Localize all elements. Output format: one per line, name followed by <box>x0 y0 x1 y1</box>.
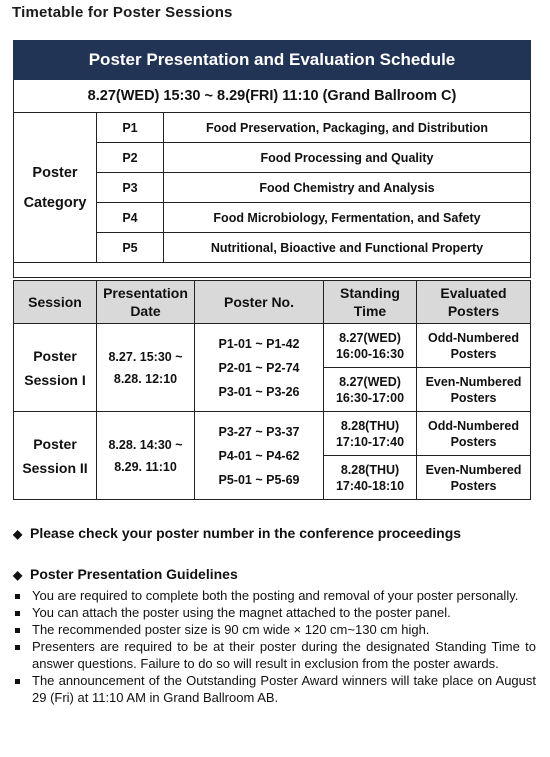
col-session: Session <box>14 281 97 324</box>
diamond-bullet-icon: ◆ <box>13 527 23 541</box>
category-code: P2 <box>97 143 164 173</box>
poster-range: P3-01 ~ P3-26 <box>218 384 300 399</box>
session-date: 8.28. 14:30 ~ 8.29. 11:10 <box>97 412 195 500</box>
evaluated-posters: Even-Numbered Posters <box>417 456 531 500</box>
session-row <box>14 324 531 368</box>
note-text: Please check your poster number in the conference proceedings <box>30 525 462 541</box>
square-bullet-icon <box>15 594 20 599</box>
col-poster-no: Poster No. <box>195 281 324 324</box>
category-code: P5 <box>97 233 164 263</box>
session-date: 8.27. 15:30 ~ 8.28. 12:10 <box>97 324 195 412</box>
guidelines-title: Poster Presentation Guidelines <box>30 566 238 582</box>
square-bullet-icon <box>15 611 20 616</box>
category-name: Food Preservation, Packaging, and Distribution <box>164 113 531 143</box>
poster-range: P3-27 ~ P3-37 <box>218 424 300 439</box>
square-bullet-icon <box>15 645 20 650</box>
sessions-table <box>13 280 531 500</box>
category-code: P4 <box>97 203 164 233</box>
guidelines-list <box>13 587 536 706</box>
category-name: Food Processing and Quality <box>164 143 531 173</box>
proceedings-note <box>13 525 461 541</box>
poster-range: P2-01 ~ P2-74 <box>218 360 300 375</box>
guidelines-heading <box>13 566 238 582</box>
col-standing-time: Standing Time <box>324 281 417 324</box>
table-spacer <box>14 263 531 278</box>
session-name: Poster Session II <box>14 412 97 500</box>
sessions-header-row <box>14 281 531 324</box>
list-item: The recommended poster size is 90 cm wide × 120 cm~130 cm high. <box>13 621 536 638</box>
poster-range: P1-01 ~ P1-42 <box>218 336 300 351</box>
category-label: Poster Category <box>14 113 97 263</box>
category-code: P3 <box>97 173 164 203</box>
list-item: You are required to complete both the posting and removal of your poster personally. <box>13 587 536 604</box>
poster-ranges <box>195 324 324 412</box>
poster-range: P5-01 ~ P5-69 <box>218 472 300 487</box>
col-evaluated-posters: Evaluated Posters <box>417 281 531 324</box>
schedule-header: Poster Presentation and Evaluation Schedule <box>14 41 531 80</box>
evaluated-posters: Odd-Numbered Posters <box>417 412 531 456</box>
category-name: Food Microbiology, Fermentation, and Safety <box>164 203 531 233</box>
list-item: The announcement of the Outstanding Poster Award winners will take place on August 29 (Fri) at 11:10 AM in Grand Ballroom AB. <box>13 672 536 706</box>
schedule-table <box>13 40 531 278</box>
poster-ranges <box>195 412 324 500</box>
category-code: P1 <box>97 113 164 143</box>
list-item: Presenters are required to be at their poster during the designated Standing Time to answer questions. Failure to do so will result in exclusion from the poster awards. <box>13 638 536 672</box>
category-name: Nutritional, Bioactive and Functional Property <box>164 233 531 263</box>
standing-time: 8.27(WED) 16:00-16:30 <box>324 324 417 368</box>
standing-time: 8.27(WED) 16:30-17:00 <box>324 368 417 412</box>
page-title: Timetable for Poster Sessions <box>12 4 233 21</box>
category-name: Food Chemistry and Analysis <box>164 173 531 203</box>
square-bullet-icon <box>15 628 20 633</box>
session-name: Poster Session I <box>14 324 97 412</box>
standing-time: 8.28(THU) 17:10-17:40 <box>324 412 417 456</box>
poster-range: P4-01 ~ P4-62 <box>218 448 300 463</box>
evaluated-posters: Odd-Numbered Posters <box>417 324 531 368</box>
evaluated-posters: Even-Numbered Posters <box>417 368 531 412</box>
square-bullet-icon <box>15 679 20 684</box>
col-presentation-date: Presentation Date <box>97 281 195 324</box>
category-row <box>14 113 531 143</box>
session-row <box>14 412 531 456</box>
list-item: You can attach the poster using the magnet attached to the poster panel. <box>13 604 536 621</box>
standing-time: 8.28(THU) 17:40-18:10 <box>324 456 417 500</box>
diamond-bullet-icon: ◆ <box>13 568 23 582</box>
schedule-dates: 8.27(WED) 15:30 ~ 8.29(FRI) 11:10 (Grand Ballroom C) <box>14 80 531 113</box>
